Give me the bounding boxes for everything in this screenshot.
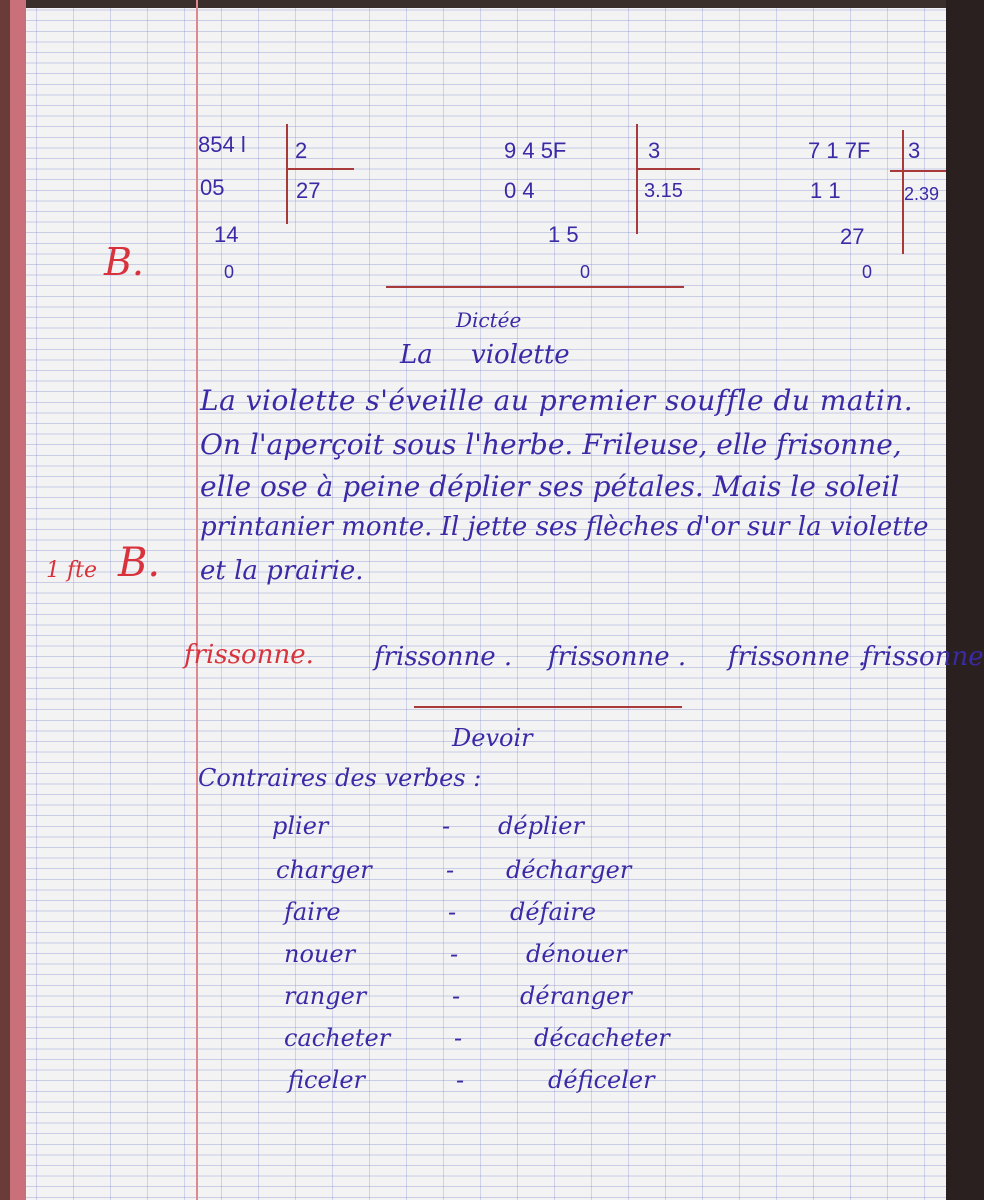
division-divisor: 3 [908, 138, 921, 163]
correction-model: frissonne. [184, 640, 314, 670]
pair-dash: - [446, 856, 455, 884]
opposite-verb: déficeler [548, 1066, 655, 1094]
pair-dash: - [448, 898, 457, 926]
division-bar-vertical [286, 124, 288, 224]
division-quotient: 3.15 [644, 180, 683, 202]
pair-dash: - [442, 812, 451, 840]
section-divider [386, 286, 684, 288]
division-step: 14 [214, 222, 239, 247]
pair-dash: - [452, 982, 461, 1010]
dictation-title: La violette [400, 340, 570, 370]
correction-repeat: frissonne [862, 642, 984, 672]
verb: plier [272, 812, 329, 840]
pair-dash: - [450, 940, 459, 968]
division-dividend: 9 4 5F [504, 138, 567, 163]
division-divisor: 3 [648, 138, 661, 163]
dictation-line: et la prairie. [200, 556, 364, 586]
pair-dash: - [454, 1024, 463, 1052]
pair-dash: - [456, 1066, 465, 1094]
binding-strip [10, 0, 26, 1200]
division-remainder: 0 [224, 262, 235, 282]
dictation-grade: B. [118, 540, 161, 586]
correction-repeat: frissonne . [548, 642, 687, 672]
verb: cacheter [284, 1024, 391, 1052]
division-dividend: 7 1 7F [808, 138, 871, 163]
correction-repeat: frissonne . [374, 642, 513, 672]
opposite-verb: dénouer [526, 940, 627, 968]
division-step: 0 4 [504, 178, 535, 203]
division-bar-horizontal [286, 168, 354, 170]
verb: nouer [284, 940, 356, 968]
division-step: 05 [200, 175, 225, 200]
opposite-verb: décharger [506, 856, 632, 884]
correction-repeat: frissonne . [728, 642, 867, 672]
verb: faire [284, 898, 341, 926]
dictation-line: On l'aperçoit sous l'herbe. Frileuse, elle frisonne, [200, 428, 902, 461]
dictation-line: La violette s'éveille au premier souffle du matin. [200, 384, 914, 417]
opposite-verb: défaire [510, 898, 597, 926]
dictation-line: printanier monte. Il jette ses flèches d'or sur la violette [200, 512, 929, 542]
page-left-edge [0, 0, 10, 1200]
homework-heading: Devoir [452, 724, 533, 752]
division-step: 1 5 [548, 222, 579, 247]
opposite-verb: décacheter [534, 1024, 670, 1052]
division-divisor: 2 [295, 138, 308, 163]
division-step: 27 [840, 224, 865, 249]
verb: charger [276, 856, 372, 884]
opposite-verb: déranger [520, 982, 632, 1010]
section-divider [414, 706, 682, 708]
division-step: 1 1 [810, 178, 841, 203]
margin-line [196, 0, 198, 1200]
division-quotient: 2.39 [904, 184, 940, 204]
division-bar-vertical [636, 124, 638, 234]
verb: ficeler [288, 1066, 366, 1094]
homework-prompt: Contraires des verbes : [198, 764, 482, 792]
division-quotient: 27 [296, 178, 321, 203]
division-dividend: 854 l [198, 132, 246, 157]
division-bar-horizontal [636, 168, 700, 170]
division-bar-horizontal [890, 170, 946, 172]
verb: ranger [284, 982, 367, 1010]
page-top-edge [0, 0, 946, 8]
math-grade: B. [104, 240, 145, 284]
division-remainder: 0 [580, 262, 591, 282]
opposite-verb: déplier [498, 812, 584, 840]
division-remainder: 0 [862, 262, 873, 282]
error-count: 1 fte [46, 558, 97, 583]
dictation-line: elle ose à peine déplier ses pétales. Mais le soleil [200, 470, 900, 503]
dictation-heading: Dictée [456, 308, 522, 332]
